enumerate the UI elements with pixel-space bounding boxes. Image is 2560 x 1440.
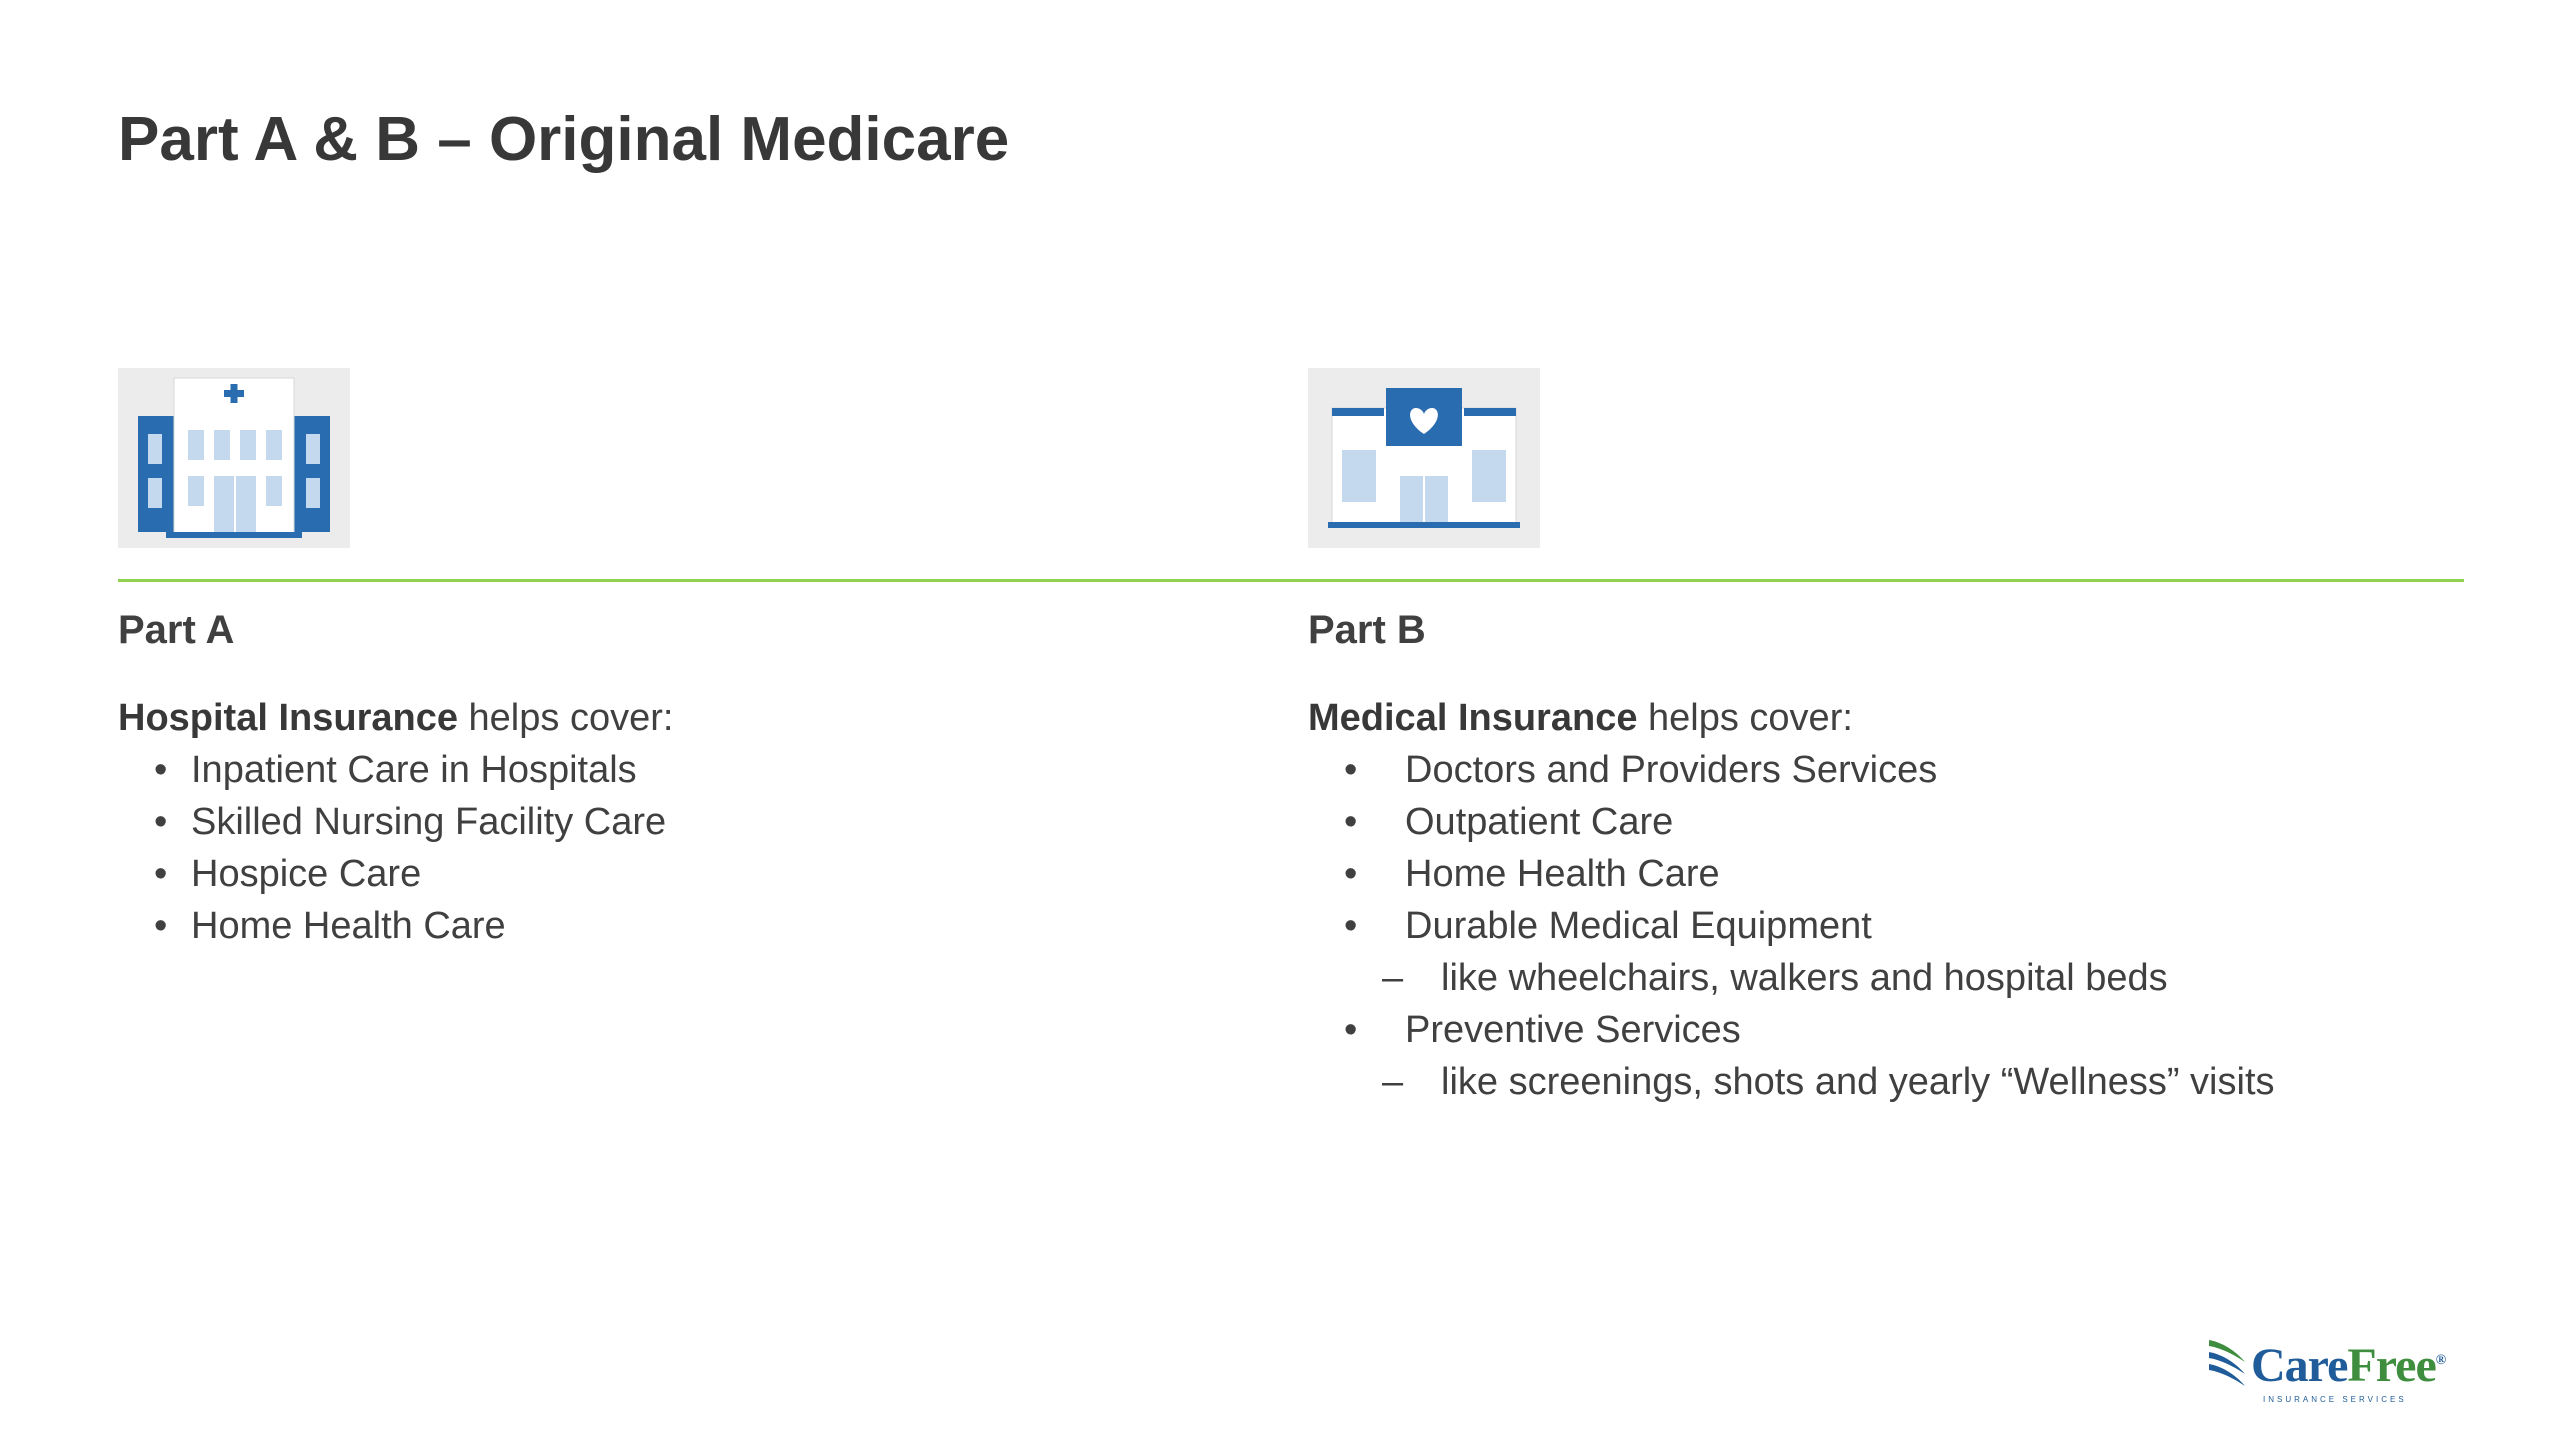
list-item-text: Outpatient Care [1405,801,1674,843]
part-b-section [1308,600,2488,1108]
part-a-section [118,600,1268,952]
hospital-building-icon [118,368,350,548]
list-item-text: Inpatient Care in Hospitals [191,749,637,791]
list-item-text: Home Health Care [1405,853,1720,895]
sub-list-item-text: like screenings, shots and yearly “Wellness” visits [1441,1061,2275,1103]
dash-marker: – [1382,1061,1404,1103]
list-item-text: Durable Medical Equipment [1405,905,1872,947]
part-a-intro [118,692,1268,744]
sub-list-item [1308,1056,2488,1108]
sub-list-item [1308,952,2488,1004]
part-b-intro [1308,692,2488,744]
section-divider [118,579,2464,582]
bullet-marker: • [154,905,168,947]
slide-title: Part A & B – Original Medicare [118,105,1010,174]
sub-list-item-text: like wheelchairs, walkers and hospital beds [1441,957,2168,999]
logo-tagline: INSURANCE SERVICES [2263,1395,2407,1404]
list-item-text: Hospice Care [191,853,422,895]
list-item [118,744,1268,796]
logo-care: Care [2251,1339,2348,1392]
list-item [1308,848,2488,900]
part-b-list [1308,744,2488,1108]
part-a-heading: Part A [118,608,235,652]
list-item-text: Skilled Nursing Facility Care [191,801,667,843]
list-item [118,796,1268,848]
list-item-text: Doctors and Providers Services [1405,749,1938,791]
list-item [1308,796,2488,848]
logo-wordmark [2251,1338,2445,1393]
carefree-logo [2205,1330,2446,1410]
wing-swoosh-icon [2205,1336,2249,1396]
bullet-marker: • [1344,801,1358,843]
part-b-heading: Part B [1308,608,1426,652]
list-item [118,848,1268,900]
dash-marker: – [1382,957,1404,999]
list-item [118,900,1268,952]
bullet-marker: • [154,801,168,843]
list-item [1308,1004,2488,1056]
logo-registered: ® [2435,1353,2446,1368]
list-item [1308,900,2488,952]
list-item-text: Home Health Care [191,905,506,947]
clinic-heart-icon [1308,368,1540,548]
part-a-intro-bold: Hospital Insurance [118,697,458,739]
bullet-marker: • [1344,853,1358,895]
bullet-marker: • [1344,905,1358,947]
bullet-marker: • [154,853,168,895]
bullet-marker: • [1344,1009,1358,1051]
logo-free: Free [2347,1339,2436,1392]
part-a-list [118,744,1268,952]
part-a-intro-rest: helps cover: [457,697,674,739]
bullet-marker: • [154,749,168,791]
list-item-text: Preventive Services [1405,1009,1741,1051]
part-b-intro-rest: helps cover: [1637,697,1853,739]
list-item [1308,744,2488,796]
part-b-intro-bold: Medical Insurance [1308,697,1638,739]
bullet-marker: • [1344,749,1358,791]
